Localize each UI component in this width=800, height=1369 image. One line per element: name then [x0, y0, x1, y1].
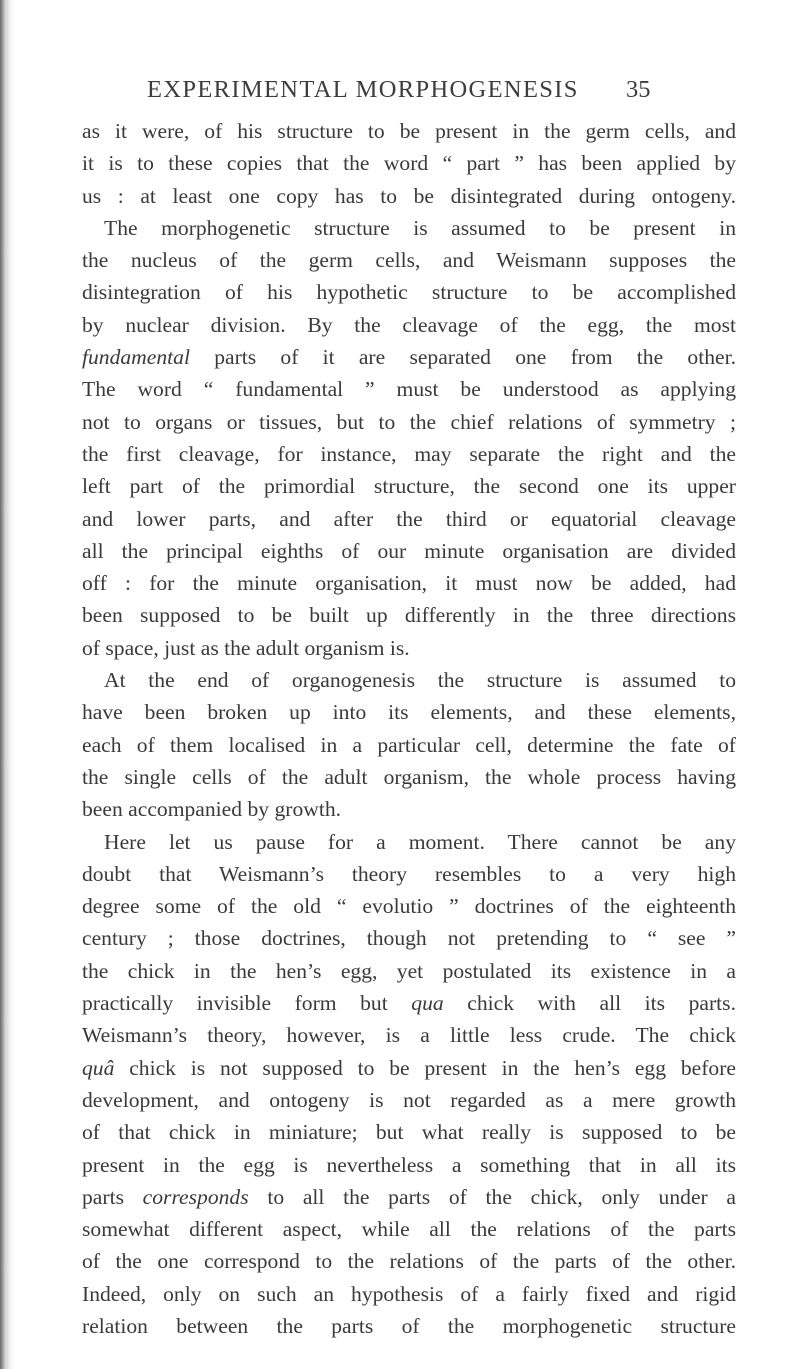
text-line: [82, 1052, 736, 1084]
text-line: [82, 729, 736, 761]
text-segment: century ; those doctrines, though not pretending to “ see ”: [82, 926, 736, 951]
text-line: [82, 212, 736, 244]
text-line: [82, 535, 736, 567]
text-segment: the chick in the hen’s egg, yet postulated its existence in a: [82, 958, 736, 983]
text-segment: Indeed, only on such an hypothesis of a fairly fixed and rigid: [82, 1281, 736, 1306]
text-segment: parts: [82, 1184, 143, 1209]
text-line: [82, 922, 736, 954]
text-line: [82, 761, 736, 793]
text-line: [82, 406, 736, 438]
text-segment: development, and ontogeny is not regarded as a mere growth: [82, 1087, 736, 1112]
text-segment: the first cleavage, for instance, may separate the right and the: [82, 441, 736, 466]
text-line: [82, 438, 736, 470]
italic-text: qua: [411, 991, 444, 1016]
text-segment: of space, just as the adult organism is.: [82, 635, 410, 660]
text-line: [82, 1149, 736, 1181]
text-segment: parts of it are separated one from the other.: [189, 345, 736, 370]
text-segment: been accompanied by growth.: [82, 797, 342, 822]
text-line: [82, 147, 736, 179]
text-line: [82, 244, 736, 276]
italic-text: quâ: [82, 1055, 115, 1080]
text-segment: present in the egg is nevertheless a something that in all its: [82, 1152, 736, 1177]
text-line: [82, 1278, 736, 1310]
text-segment: Weismann’s theory, however, is a little less crude. The chick: [82, 1023, 736, 1048]
text-line: [82, 1084, 736, 1116]
text-segment: Here let us pause for a moment. There cannot be any: [104, 829, 736, 854]
text-line: [82, 1245, 736, 1277]
text-segment: chick with all its parts.: [443, 991, 736, 1016]
text-line: [82, 341, 736, 373]
text-line: [82, 632, 736, 664]
text-line: [82, 276, 736, 308]
text-segment: left part of the primordial structure, the second one its upper: [82, 474, 736, 499]
text-line: [82, 1181, 736, 1213]
text-segment: The morphogenetic structure is assumed to be present in: [104, 215, 736, 240]
text-line: [82, 309, 736, 341]
text-segment: chick is not supposed to be present in the hen’s egg before: [114, 1055, 736, 1080]
text-segment: The word “ fundamental ” must be understood as applying: [82, 377, 736, 402]
text-segment: us : at least one copy has to be disintegrated during ontogeny.: [82, 183, 736, 208]
text-segment: off : for the minute organisation, it must now be added, had: [82, 571, 736, 596]
text-line: [82, 987, 736, 1019]
text-segment: not to organs or tissues, but to the chief relations of symmetry ;: [82, 409, 736, 434]
page-number: 35: [626, 76, 651, 103]
text-line: [82, 858, 736, 890]
text-line: [82, 567, 736, 599]
running-title: EXPERIMENTAL MORPHOGENESIS: [147, 76, 579, 103]
text-segment: by nuclear division. By the cleavage of the egg, the most: [82, 312, 736, 337]
text-line: [82, 599, 736, 631]
text-line: [82, 890, 736, 922]
text-segment: practically invisible form but: [82, 991, 412, 1016]
text-line: [82, 1310, 736, 1342]
text-segment: been supposed to be built up differently in the three directions: [82, 603, 736, 628]
text-segment: doubt that Weismann’s theory resembles to a very high: [82, 861, 736, 886]
text-segment: have been broken up into its elements, and these elements,: [82, 700, 736, 725]
text-line: [82, 664, 736, 696]
text-segment: it is to these copies that the word “ part ” has been applied by: [82, 151, 736, 176]
text-line: [82, 470, 736, 502]
italic-text: corresponds: [142, 1184, 249, 1209]
body-text: [82, 115, 736, 1342]
italic-text: fundamental: [82, 345, 190, 370]
text-segment: of the one correspond to the relations of the parts of the other.: [82, 1249, 736, 1274]
text-segment: to all the parts of the chick, only under a: [248, 1184, 736, 1209]
text-segment: and lower parts, and after the third or equatorial cleavage: [82, 506, 736, 531]
text-line: [82, 180, 736, 212]
text-line: [82, 1019, 736, 1051]
text-line: [82, 503, 736, 535]
text-line: [82, 826, 736, 858]
text-segment: all the principal eighths of our minute organisation are divided: [82, 538, 736, 563]
text-line: [82, 696, 736, 728]
text-line: [82, 373, 736, 405]
text-line: [82, 1213, 736, 1245]
text-segment: disintegration of his hypothetic structure to be accomplished: [82, 280, 736, 305]
text-segment: degree some of the old “ evolutio ” doctrines of the eighteenth: [82, 894, 736, 919]
text-line: [82, 115, 736, 147]
text-segment: At the end of organogenesis the structure is assumed to: [104, 668, 736, 693]
text-segment: as it were, of his structure to be present in the germ cells, and: [82, 119, 736, 143]
text-segment: the single cells of the adult organism, the whole process having: [82, 764, 736, 789]
text-segment: the nucleus of the germ cells, and Weismann supposes the: [82, 248, 736, 273]
text-segment: each of them localised in a particular cell, determine the fate of: [82, 732, 736, 757]
text-line: [82, 955, 736, 987]
text-segment: relation between the parts of the morphogenetic structure: [82, 1313, 736, 1338]
text-segment: somewhat different aspect, while all the relations of the parts: [82, 1217, 736, 1242]
text-line: [82, 1116, 736, 1148]
text-segment: of that chick in miniature; but what really is supposed to be: [82, 1120, 736, 1145]
running-header: [0, 76, 800, 110]
text-line: [82, 793, 736, 825]
